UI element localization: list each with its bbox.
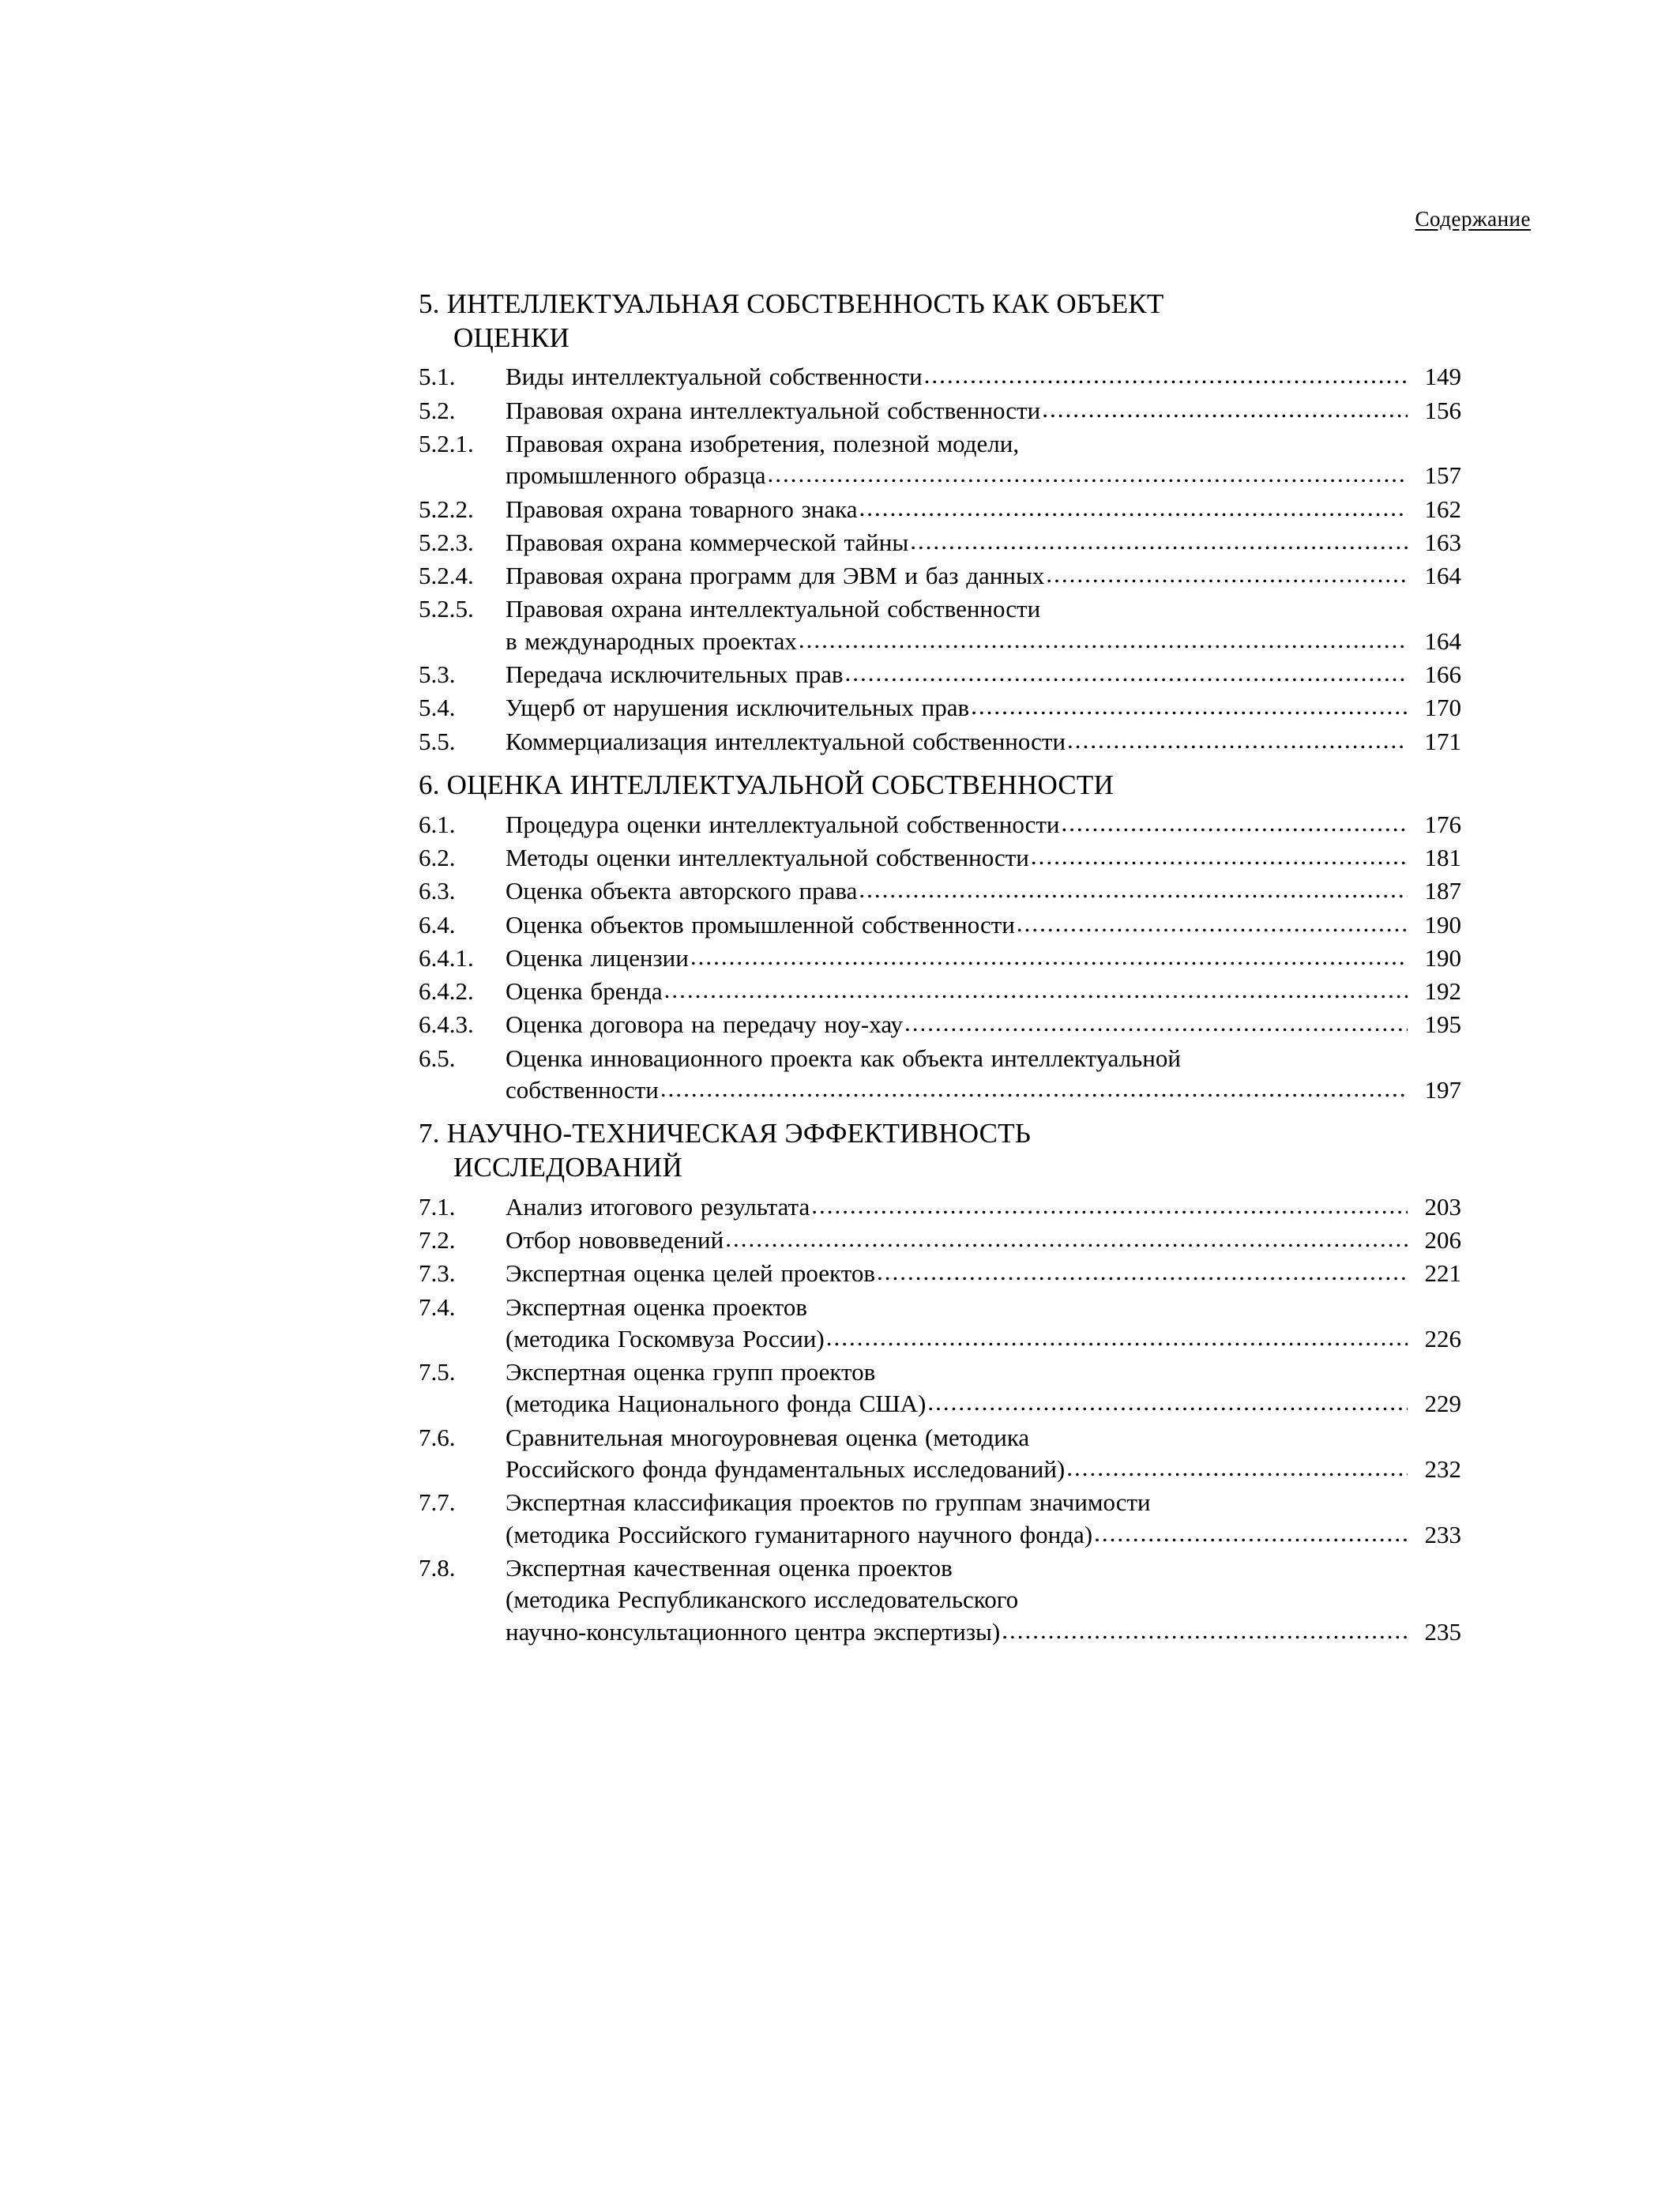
toc-entry-title: Виды интеллектуальной собственности [506,363,923,391]
toc-leader-dots [1062,807,1408,839]
toc-entry-body [506,976,1461,1007]
toc-page-number: 156 [1424,396,1461,424]
toc-leader-dots [690,941,1408,972]
toc-leader-dots [924,359,1408,391]
toc-entry-title: собственности [506,1076,659,1104]
toc-entry-body [506,361,1461,393]
toc-page-number: 233 [1424,1520,1461,1548]
toc-entry[interactable] [419,593,1461,657]
toc-entry[interactable] [419,428,1461,492]
toc-entry-number: 5.2.1. [419,429,474,457]
toc-entry-body [506,909,1461,941]
toc-entry-number: 6.4.2. [419,977,474,1006]
toc-entry[interactable] [419,659,1461,690]
toc-entry-line [506,460,1461,491]
toc-entry-line [506,1422,1461,1454]
toc-entry-title: (методика Республиканского исследовательского [506,1586,1019,1614]
toc-leader-dots [826,1322,1408,1353]
toc-entry[interactable] [419,942,1461,974]
toc-entry-body [506,1258,1461,1289]
toc-entry-title: Российского фонда фундаментальных исследований) [506,1455,1066,1484]
toc-page-number: 164 [1424,562,1461,590]
toc-entry-title: Правовая охрана программ для ЭВМ и баз данных [506,562,1045,590]
toc-page-number: 235 [1424,1617,1461,1646]
toc-entry-line [506,726,1461,758]
toc-entry-title: Отбор нововведений [506,1225,724,1254]
toc-entry-number: 7.7. [419,1488,456,1517]
toc-entry-body [506,726,1461,758]
toc-entry-title: (методика Национального фонда США) [506,1390,927,1418]
toc-entry-line [506,1323,1461,1355]
toc-entry-body [506,395,1461,427]
toc-page-number: 170 [1424,694,1461,722]
toc-entry-title: Оценка объектов промышленной собственности [506,910,1015,939]
toc-entry-body [506,494,1461,525]
toc-leader-dots [1031,841,1408,872]
toc-page-number: 176 [1424,810,1461,838]
toc-entry-line [506,942,1461,974]
toc-entry-body [506,1552,1461,1648]
toc-leader-dots [811,1190,1408,1221]
toc-entry[interactable] [419,1258,1461,1289]
toc-leader-dots [1046,559,1408,590]
toc-leader-dots [768,458,1408,490]
toc-entry-title: (методика Российского гуманитарного научного фонда) [506,1520,1093,1548]
toc-entry-title: Процедура оценки интеллектуальной собственности [506,810,1060,838]
toc-entry-title: в международных проектах [506,626,797,655]
toc-entry-line [506,494,1461,525]
toc-entry-body [506,1356,1461,1420]
toc-entry-body [506,942,1461,974]
toc-entry-line [506,1454,1461,1485]
toc-entry-number: 6.3. [419,877,456,905]
toc-page-number: 163 [1424,528,1461,556]
toc-entry-number: 5.4. [419,694,456,722]
toc-entry-number: 7.6. [419,1423,456,1451]
toc-entry-title: Сравнительная многоуровневая оценка (методика [506,1423,1030,1451]
toc-leader-dots [725,1223,1408,1255]
toc-entry[interactable] [419,560,1461,592]
toc-entry[interactable] [419,1191,1461,1223]
toc-page-number: 197 [1424,1076,1461,1104]
toc-entry-body [506,1043,1461,1107]
toc-entry-number: 5.5. [419,727,456,755]
toc-leader-dots [1067,724,1408,756]
toc-entry-number: 6.4.3. [419,1010,474,1039]
toc-entry-title: Правовая охрана изобретения, полезной модели, [506,429,1020,457]
toc-entry-title: промышленного образца [506,461,766,490]
toc-page-number: 171 [1424,727,1461,755]
toc-entry-number: 7.2. [419,1225,456,1254]
toc-leader-dots [859,874,1408,905]
toc-entry-number: 5.2. [419,396,456,424]
toc-entry-body [506,875,1461,907]
toc-entry[interactable] [419,1487,1461,1551]
toc-entry-title: Экспертная качественная оценка проектов [506,1553,953,1582]
toc-page-number: 229 [1424,1390,1461,1418]
toc-entry-title: Экспертная оценка проектов [506,1292,808,1321]
toc-entry[interactable] [419,909,1461,941]
toc-entry-body [506,1487,1461,1551]
toc-entry-line [506,1616,1461,1648]
toc-entry-line [506,809,1461,841]
toc-leader-dots [664,974,1408,1006]
toc-leader-dots [799,624,1408,656]
toc-entry[interactable] [419,1224,1461,1256]
toc-entry[interactable] [419,361,1461,393]
toc-entry-line [506,1487,1461,1518]
toc-chapter-title-line: ИССЛЕДОВАНИЙ [453,1151,683,1183]
toc-entry[interactable] [419,1356,1461,1420]
toc-entry-body [506,527,1461,559]
toc-page-number: 232 [1424,1455,1461,1484]
toc-entry-body [506,560,1461,592]
toc-entry-title: Передача исключительных прав [506,660,844,689]
toc-entry-number: 7.5. [419,1358,456,1386]
toc-entry-line [506,560,1461,592]
toc-entry-title: Оценка объекта авторского права [506,877,858,905]
toc-page-number: 166 [1424,660,1461,689]
toc-leader-dots [910,525,1408,557]
toc-entry-body [506,428,1461,492]
toc-entry-number: 6.4. [419,910,456,939]
toc-chapter-number-and-title: 7. НАУЧНО-ТЕХНИЧЕСКАЯ ЭФФЕКТИВНОСТЬ [419,1118,1032,1149]
toc-entry-title: Оценка бренда [506,977,663,1006]
toc-page-number: 206 [1424,1225,1461,1254]
toc-entry-line [506,875,1461,907]
table-of-contents [419,276,1461,1650]
toc-entry-number: 5.3. [419,660,456,689]
toc-entry-title: Правовая охрана коммерческой тайны [506,528,909,556]
toc-entry-line [506,1224,1461,1256]
toc-entry-title: Методы оценки интеллектуальной собственности [506,843,1029,871]
toc-page-number: 187 [1424,877,1461,905]
toc-entry-title: Оценка лицензии [506,943,689,972]
toc-entry[interactable] [419,1422,1461,1486]
toc-entry[interactable] [419,1292,1461,1356]
toc-leader-dots [859,492,1408,524]
toc-leader-dots [877,1256,1408,1288]
toc-entry-number: 5.2.3. [419,528,474,556]
toc-entry-line [506,1519,1461,1551]
toc-entry-body [506,1292,1461,1356]
toc-entry[interactable] [419,875,1461,907]
toc-entry-line [506,659,1461,690]
toc-chapter-heading[interactable] [419,288,1461,355]
toc-page-number: 162 [1424,495,1461,523]
toc-entry[interactable] [419,395,1461,427]
toc-entry-body [506,1224,1461,1256]
toc-entry-body [506,1009,1461,1040]
toc-entry-line [506,395,1461,427]
toc-page-number: 157 [1424,461,1461,490]
toc-page-number: 221 [1424,1259,1461,1288]
toc-entry-line [506,1552,1461,1584]
toc-entry-line [506,1356,1461,1388]
toc-entry[interactable] [419,809,1461,841]
toc-entry-number: 6.2. [419,843,456,871]
toc-leader-dots [845,657,1408,689]
toc-entry-title: Экспертная оценка целей проектов [506,1259,875,1288]
toc-entry[interactable] [419,726,1461,758]
toc-entry-title: Экспертная оценка групп проектов [506,1358,876,1386]
toc-leader-dots [971,690,1408,722]
toc-entry-number: 6.5. [419,1044,456,1072]
toc-entry[interactable] [419,976,1461,1007]
toc-entry-line [506,428,1461,460]
toc-chapter-number-and-title: 5. ИНТЕЛЛЕКТУАЛЬНАЯ СОБСТВЕННОСТЬ КАК ОБЪЕКТ [419,288,1164,319]
toc-page-number: 164 [1424,626,1461,655]
toc-entry-title: научно-консультационного центра экспертизы) [506,1617,1001,1646]
toc-entry-title: (методика Госкомвуза России) [506,1324,825,1352]
toc-entry-body [506,659,1461,690]
toc-entry[interactable] [419,527,1461,559]
toc-entry[interactable] [419,1009,1461,1040]
toc-leader-dots [660,1073,1408,1104]
toc-entry-number: 6.1. [419,810,456,838]
toc-entry-number: 7.1. [419,1192,456,1221]
toc-entry[interactable] [419,1043,1461,1107]
toc-entry-line [506,626,1461,657]
toc-chapter-title-line: ОЦЕНКИ [453,322,570,353]
toc-entry-title: Правовая охрана товарного знака [506,495,858,523]
toc-leader-dots [1017,908,1408,939]
toc-entry-line [506,1388,1461,1420]
toc-entry-line [506,976,1461,1007]
toc-page-number: 149 [1424,363,1461,391]
toc-entry-body [506,593,1461,657]
toc-chapter-number-and-title: 6. ОЦЕНКА ИНТЕЛЛЕКТУАЛЬНОЙ СОБСТВЕННОСТИ [419,769,1114,800]
toc-leader-dots [1094,1518,1408,1549]
toc-page-number: 181 [1424,843,1461,871]
toc-entry-number: 5.1. [419,363,456,391]
toc-entry-line [506,1191,1461,1223]
toc-entry-title: Ущерб от нарушения исключительных прав [506,694,970,722]
toc-page-number: 192 [1424,977,1461,1006]
toc-entry-number: 7.3. [419,1259,456,1288]
toc-entry-line [506,361,1461,393]
toc-entry-line [506,593,1461,625]
toc-leader-dots [927,1386,1408,1418]
toc-entry[interactable] [419,1552,1461,1648]
toc-entry-number: 5.2.4. [419,562,474,590]
toc-page-number: 226 [1424,1324,1461,1352]
toc-entry-line [506,1009,1461,1040]
toc-entry-number: 5.2.2. [419,495,474,523]
toc-entry-body [506,1191,1461,1223]
toc-entry-number: 7.4. [419,1292,456,1321]
toc-leader-dots [1066,1452,1408,1484]
toc-entry-title: Анализ итогового результата [506,1192,810,1221]
toc-entry-body [506,692,1461,724]
toc-entry-number: 5.2.5. [419,595,474,623]
toc-entry[interactable] [419,842,1461,874]
toc-entry[interactable] [419,494,1461,525]
toc-entry-title: Правовая охрана интеллектуальной собственности [506,595,1041,623]
toc-leader-dots [904,1007,1408,1039]
page-header-label: Содержание [1415,207,1531,231]
toc-entry-title: Коммерциализация интеллектуальной собственности [506,727,1066,755]
toc-entry-title: Экспертная классификация проектов по группам значимости [506,1488,1151,1517]
toc-entry-line [506,1258,1461,1289]
toc-page-number: 190 [1424,943,1461,972]
toc-entry[interactable] [419,692,1461,724]
toc-entry-body [506,842,1461,874]
toc-leader-dots [1042,393,1408,425]
toc-leader-dots [1002,1615,1408,1646]
toc-chapter-heading[interactable] [419,769,1461,803]
toc-entry-line [506,1292,1461,1323]
toc-entry-body [506,1422,1461,1486]
toc-entry-number: 7.8. [419,1553,456,1582]
toc-entry-body [506,809,1461,841]
toc-chapter-heading[interactable] [419,1117,1461,1184]
toc-page-number: 195 [1424,1010,1461,1039]
toc-entry-line [506,1074,1461,1106]
toc-entry-line [506,527,1461,559]
toc-page-number: 203 [1424,1192,1461,1221]
toc-entry-title: Оценка инновационного проекта как объекта интеллектуальной [506,1044,1181,1072]
toc-entry-line [506,842,1461,874]
toc-entry-title: Правовая охрана интеллектуальной собственности [506,396,1041,424]
toc-page-number: 190 [1424,910,1461,939]
toc-entry-line [506,1584,1461,1616]
toc-entry-number: 6.4.1. [419,943,474,972]
toc-entry-line [506,692,1461,724]
toc-entry-line [506,1043,1461,1074]
toc-entry-title: Оценка договора на передачу ноу-хау [506,1010,904,1039]
toc-entry-line [506,909,1461,941]
